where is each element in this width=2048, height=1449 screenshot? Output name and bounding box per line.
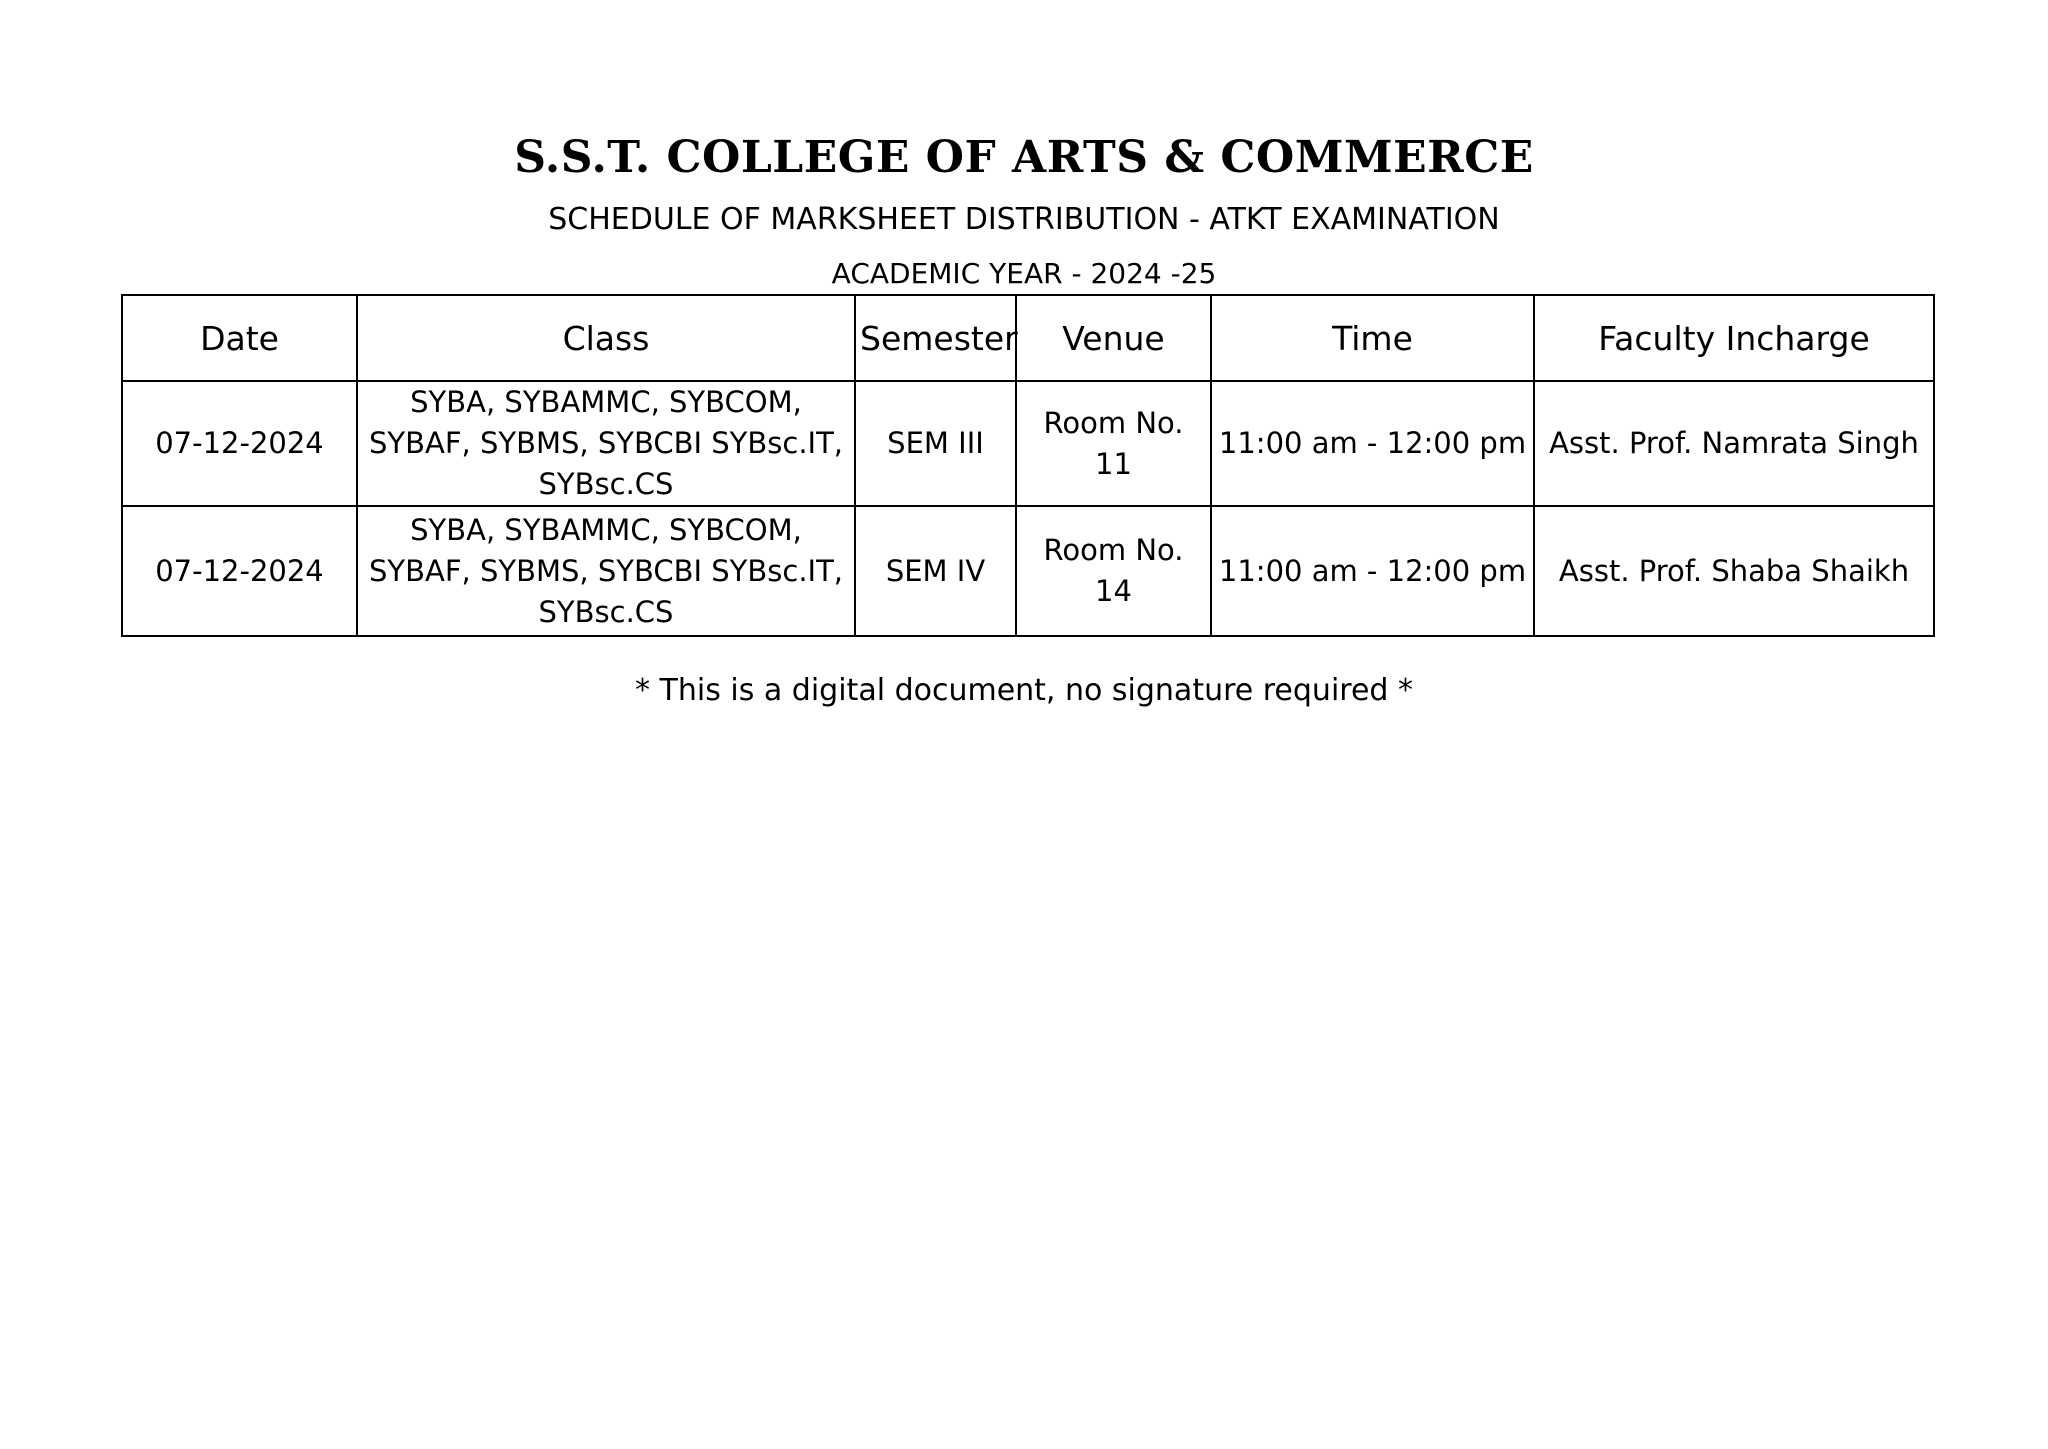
academic-year: ACADEMIC YEAR - 2024 -25 xyxy=(831,257,1217,290)
column-header-faculty: Faculty Incharge xyxy=(1534,295,1934,381)
column-header-class: Class xyxy=(357,295,855,381)
schedule-table xyxy=(121,294,1935,637)
cell-class: SYBA, SYBAMMC, SYBCOM, SYBAF, SYBMS, SYBCBI SYBsc.IT, SYBsc.CS xyxy=(357,381,855,506)
college-title: S.S.T. COLLEGE OF ARTS & COMMERCE xyxy=(514,132,1534,183)
cell-venue: Room No. 11 xyxy=(1016,381,1211,506)
table-row xyxy=(122,381,1934,506)
cell-venue: Room No. 14 xyxy=(1016,506,1211,636)
cell-semester: SEM III xyxy=(855,381,1016,506)
table-row xyxy=(122,506,1934,636)
cell-class: SYBA, SYBAMMC, SYBCOM, SYBAF, SYBMS, SYBCBI SYBsc.IT, SYBsc.CS xyxy=(357,506,855,636)
column-header-semester: Semester xyxy=(855,295,1016,381)
digital-document-note: * This is a digital document, no signature required * xyxy=(635,673,1413,708)
table-header-row xyxy=(122,295,1934,381)
cell-date: 07-12-2024 xyxy=(122,506,357,636)
column-header-date: Date xyxy=(122,295,357,381)
column-header-venue: Venue xyxy=(1016,295,1211,381)
cell-faculty: Asst. Prof. Namrata Singh xyxy=(1534,381,1934,506)
cell-date: 07-12-2024 xyxy=(122,381,357,506)
column-header-time: Time xyxy=(1211,295,1534,381)
schedule-subtitle: SCHEDULE OF MARKSHEET DISTRIBUTION - ATKT EXAMINATION xyxy=(548,202,1500,237)
cell-time: 11:00 am - 12:00 pm xyxy=(1211,506,1534,636)
cell-time: 11:00 am - 12:00 pm xyxy=(1211,381,1534,506)
cell-semester: SEM IV xyxy=(855,506,1016,636)
cell-faculty: Asst. Prof. Shaba Shaikh xyxy=(1534,506,1934,636)
